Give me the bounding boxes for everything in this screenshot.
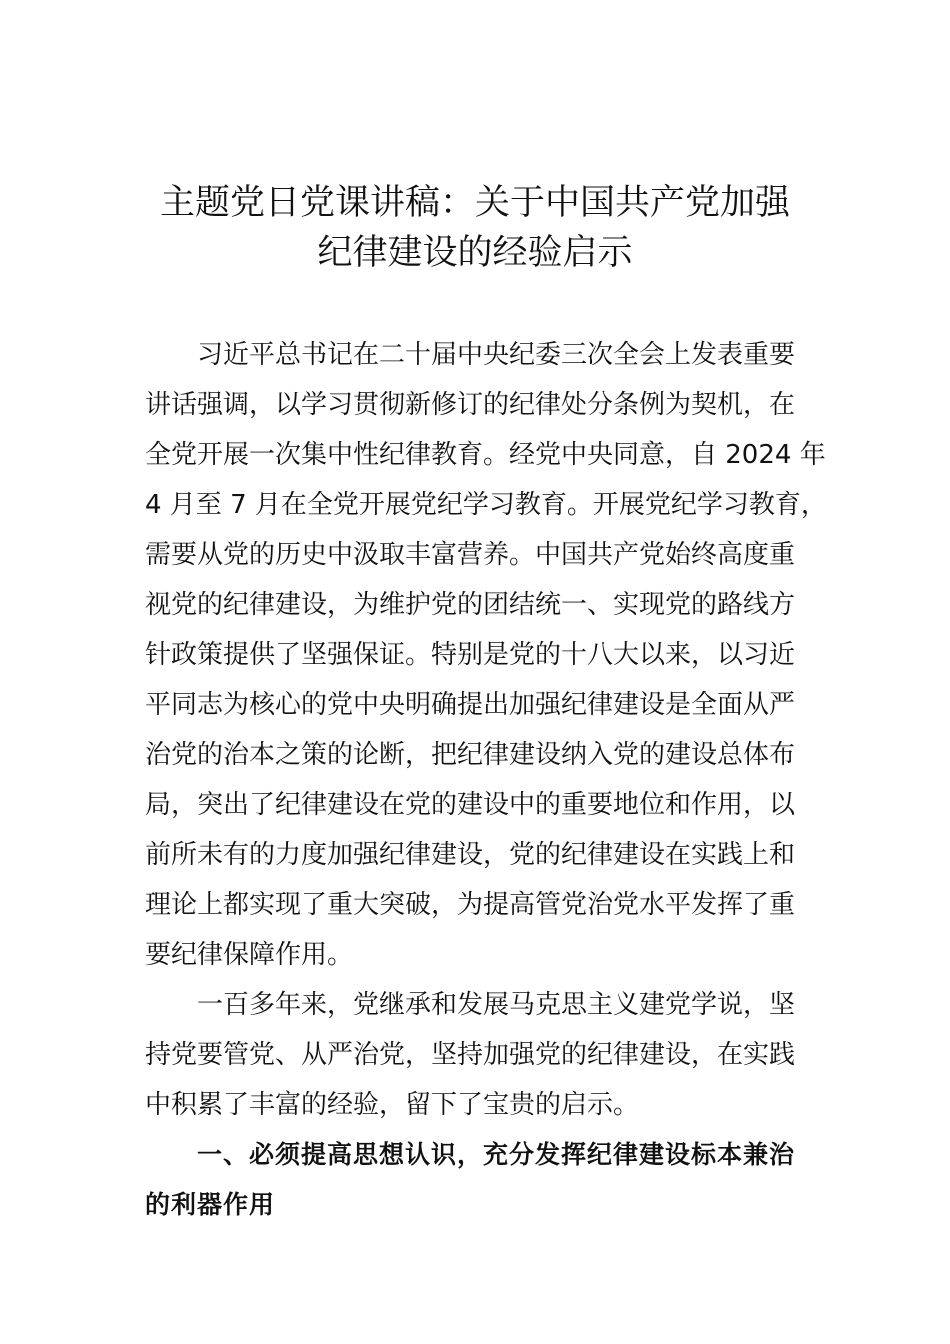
title-line: 主题党日党课讲稿：关于中国共产党加强 <box>159 183 790 223</box>
heading-line: 的利器作用 <box>145 1190 276 1219</box>
paragraph-line: 视党的纪律建设，为维护党的团结统一、实现党的路线方 <box>145 590 796 620</box>
paragraph-line: 治党的治本之策的论断，把纪律建设纳入党的建设总体布 <box>145 740 796 770</box>
paragraph-line: 讲话强调，以学习贯彻新修订的纪律处分条例为契机，在 <box>145 390 796 420</box>
paragraph-line: 平同志为核心的党中央明确提出加强纪律建设是全面从严 <box>145 690 796 720</box>
paragraph-line: 全党开展一次集中性纪律教育。经党中央同意，自 2024 年 <box>145 440 826 470</box>
title-line: 纪律建设的经验启示 <box>317 233 633 273</box>
body-paragraph <box>145 330 827 980</box>
document-body <box>145 330 827 1230</box>
document-title <box>140 178 810 278</box>
section-heading <box>145 1130 810 1230</box>
paragraph-line: 针政策提供了坚强保证。特别是党的十八大以来，以习近 <box>145 640 796 670</box>
paragraph-line: 持党要管党、从严治党，坚持加强党的纪律建设，在实践 <box>145 1040 796 1070</box>
paragraph-line: 需要从党的历史中汲取丰富营养。中国共产党始终高度重 <box>145 540 796 570</box>
paragraph-line: 前所未有的力度加强纪律建设，党的纪律建设在实践上和 <box>145 840 796 870</box>
heading-line: 一、必须提高思想认识，充分发挥纪律建设标本兼治 <box>197 1140 796 1169</box>
paragraph-line: 习近平总书记在二十届中央纪委三次全会上发表重要 <box>197 340 796 370</box>
body-paragraph <box>145 980 810 1130</box>
paragraph-line: 中积累了丰富的经验，留下了宝贵的启示。 <box>145 1090 640 1120</box>
paragraph-line: 一百多年来，党继承和发展马克思主义建党学说，坚 <box>197 990 796 1020</box>
paragraph-line: 理论上都实现了重大突破，为提高管党治党水平发挥了重 <box>145 890 796 920</box>
paragraph-line: 局，突出了纪律建设在党的建设中的重要地位和作用，以 <box>145 790 796 820</box>
paragraph-line: 4 月至 7 月在全党开展党纪学习教育。开展党纪学习教育， <box>145 490 827 520</box>
paragraph-line: 要纪律保障作用。 <box>145 940 354 970</box>
